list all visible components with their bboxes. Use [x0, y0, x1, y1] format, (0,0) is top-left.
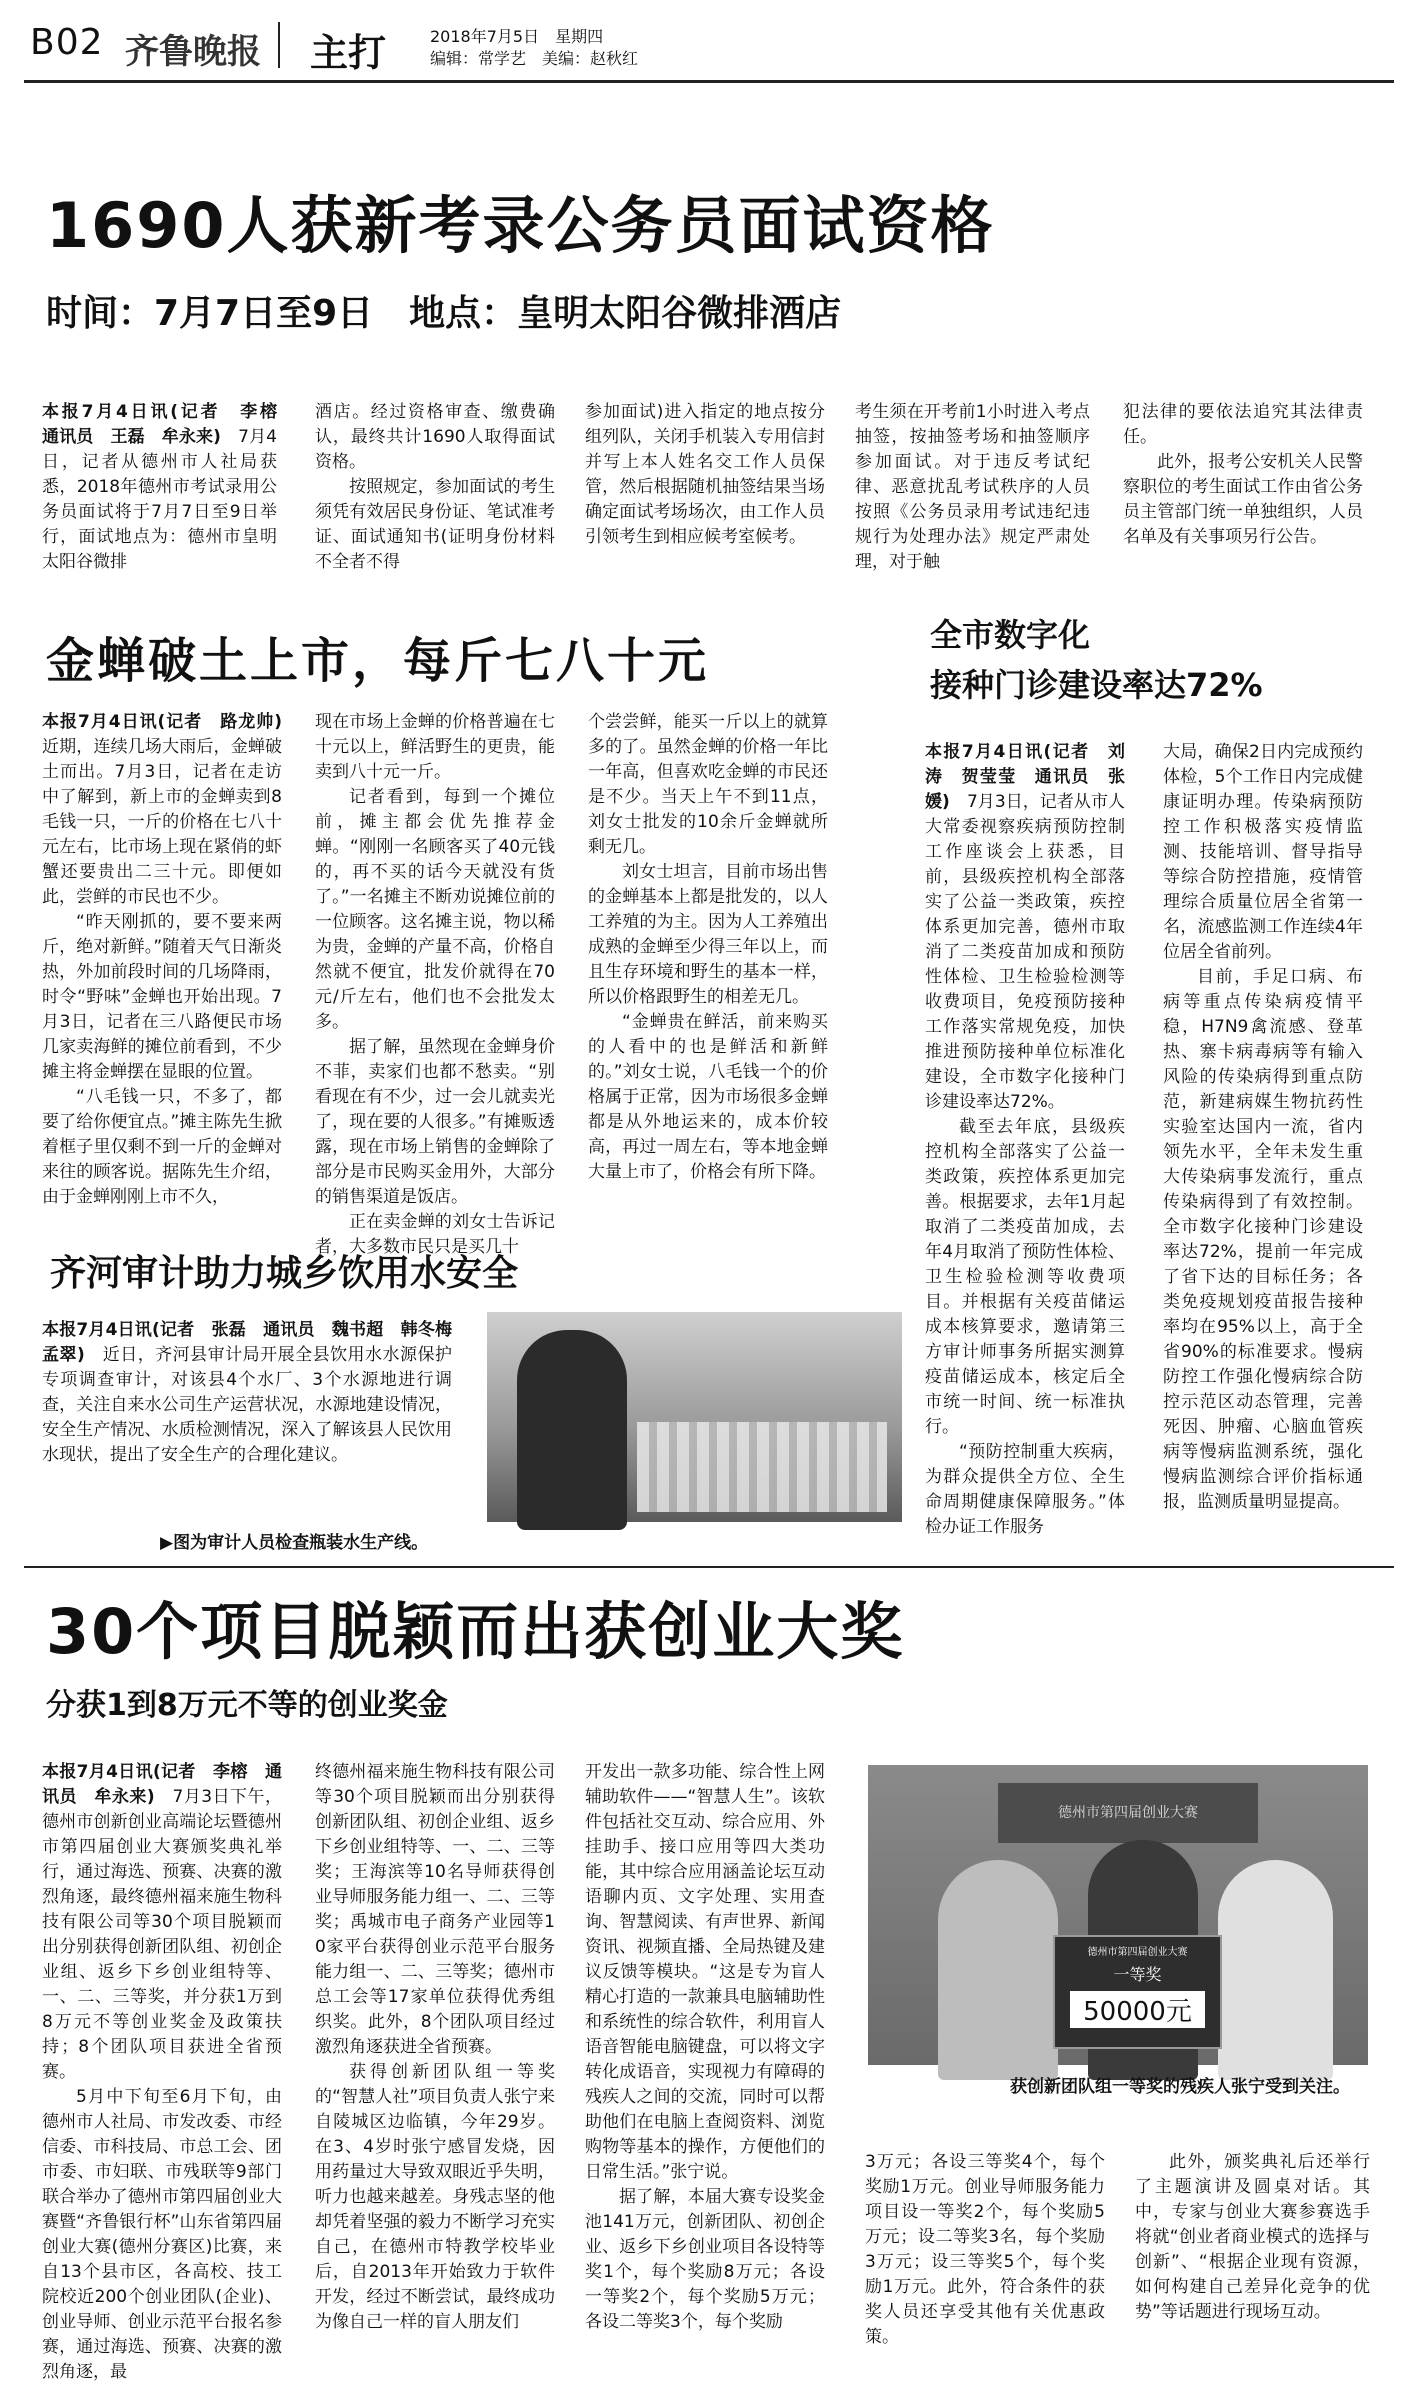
- story5-c2-p2: 获得创新团队组一等奖的“智慧人社”项目负责人张宁来自陵城区边临镇，今年29岁。在3、4岁时张宁感冒发烧，因用药量过大导致双眼近乎失明，听力也越来越差。身残志坚的他却凭着坚强的毅力不断学习充实自己，在德州市特教学校毕业后，自2013年开始致力于软件开发，经过不断尝试，最终成功为像自己一样的盲人朋友们: [315, 2062, 555, 2332]
- story4-photo: [487, 1312, 902, 1522]
- story5-c2-p1: 终德州福来施生物科技有限公司等30个项目脱颖而出分别获得创新团队组、初创企业组、返乡下乡创业组特等、一、二、三等奖；王海滨等10名导师获得创业导师服务能力组一、二、三等奖；禹城市电子商务产业园等10家平台获得创业示范平台服务能力组一、二、三等奖；德州市总工会等17家单位获得优秀组织奖。此外，8个团队项目经过激烈角逐获进全省预赛。: [315, 1762, 555, 2057]
- story3-byline: 本报7月4日讯(记者 刘 涛 贺莹莹 通讯员 张媛): [925, 742, 1142, 812]
- story1-col2-p2: 按照规定，参加面试的考生须凭有效居民身份证、笔试准考证、面试通知书(证明身份材料不全者不得: [315, 477, 555, 572]
- story1-byline: 本报7月4日讯(记者 李榕 通讯员 王磊 牟永来): [42, 402, 294, 447]
- story5-c3-p2: 据了解，本届大赛专设奖金池141万元，创新团队、初创企业、返乡下乡创业项目各设特等奖1个，每个奖励8万元；各设一等奖2个，每个奖励5万元；各设二等奖3个，每个奖励: [585, 2187, 825, 2332]
- story1-col2-p1: 酒店。经过资格审查、缴费确认，最终共计1690人取得面试资格。: [315, 402, 555, 472]
- story1-col3: [585, 400, 825, 605]
- story2-c3-p3: “金蝉贵在鲜活，前来购买的人看中的也是鲜活和新鲜的。”刘女士说，八毛钱一个的价格属于正常，因为市场很多金蝉都是从外地运来的，成本价较高，再过一周左右，等本地金蝉大量上市了，价格会有所下降。: [588, 1012, 828, 1182]
- story2-c2-p2: 记者看到，每到一个摊位前，摊主都会优先推荐金蝉。“刚刚一名顾客买了40元钱的，再不买的话今天就没有货了。”一名摊主不断劝说摊位前的一位顾客。这名摊主说，物以稀为贵，金蝉的产量不高，价格自然就不便宜，批发价就得在70元/斤左右，他们也不会批发太多。: [315, 787, 555, 1032]
- story5-c1-p2: 5月中下旬至6月下旬，由德州市人社局、市发改委、市经信委、市科技局、市总工会、团市委、市妇联、市残联等9部门联合举办了德州市第四届创业大赛暨“齐鲁银行杯”山东省第四届创业大赛(德州分赛区)比赛，来自13个县市区，各高校、技工院校近200个创业团队(企业)、创业导师、创业示范平台报名参赛，通过海选、预赛、决赛的激烈角逐，最: [42, 2087, 282, 2382]
- photo-person-left: [938, 1860, 1058, 2080]
- story2-c1-p1: 近期，连续几场大雨后，金蝉破土而出。7月3日，记者在走访中了解到，新上市的金蝉卖到8毛钱一只，一斤的价格在七八十元左右，比市场上现在紧俏的虾蟹还要贵出二三十元。即便如此，尝鲜的市民也不少。: [42, 737, 282, 907]
- story5-photo: [868, 1765, 1368, 2065]
- story5-col1: [42, 1760, 282, 2380]
- prize-board: [1053, 1935, 1222, 2049]
- story2-c3-p1: 个尝尝鲜，能买一斤以上的就算多的了。虽然金蝉的价格一年比一年高，但喜欢吃金蝉的市民还是不少。当天上午不到11点，刘女士批发的10余斤金蝉就所剩无几。: [588, 712, 828, 857]
- story1-col5: [1123, 400, 1363, 605]
- story3-c2-p2: 目前，手足口病、布病等重点传染病疫情平稳，H7N9禽流感、登革热、寨卡病毒病等有输入风险的传染病得到重点防范，新建病媒生物抗药性实验室达国内一流，省内领先水平，全年未发生重大传染病事发流行，重点传染病得到了有效控制。全市数字化接种门诊建设率达72%，提前一年完成了省下达的目标任务；各类免疫规划疫苗报告接种率均在95%以上，高于全省90%的标准要求。慢病防控工作强化慢病综合防控示范区动态管理，完善死因、肿瘤、心脑血管疾病等慢病监测系统，强化慢病监测综合评价指标通报，监测质量明显提高。: [1163, 967, 1363, 1512]
- story3-headline-line2: 接种门诊建设率达72%: [930, 666, 1263, 704]
- story2-c1-p2: “昨天刚抓的，要不要来两斤，绝对新鲜。”随着天气日渐炎热，外加前段时间的几场降雨，时令“野味”金蝉也开始出现。7月3日，记者在三八路便民市场几家卖海鲜的摊位前看到，不少摊主将金蝉摆在显眼的位置。: [42, 912, 282, 1082]
- story2-c2-p3: 据了解，虽然现在金蝉身价不菲，卖家们也都不愁卖。“别看现在有不少，过一会儿就卖光了，现在要的人很多。”有摊贩透露，现在市场上销售的金蝉除了部分是市民购买金用外，大部分的销售渠道是饭店。: [315, 1037, 555, 1207]
- story1-col4-p1: 考生须在开考前1小时进入考点抽签，按抽签考场和抽签顺序参加面试。对于违反考试纪律、恶意扰乱考试秩序的人员按照《公务员录用考试违纪违规行为处理办法》规定严肃处理，对于触: [855, 402, 1090, 572]
- date-line: 2018年7月5日 星期四: [430, 27, 604, 46]
- story3-c1-p2: 截至去年底，县级疾控机构全部落实了公益一类政策，疾控体系更加完善。根据要求，去年1月起取消了二类疫苗加成，去年4月取消了预防性体检、卫生检验检测等收费项目。并根据有关疫苗储运成本核算要求，邀请第三方审计师事务所据实测算疫苗储运成本，核定后全市统一时间、统一标准执行。: [925, 1117, 1125, 1437]
- story2-headline: 金蝉破土上市，每斤七八十元: [46, 633, 710, 689]
- photo-bottles: [637, 1422, 887, 1512]
- story4-caption: ▶图为审计人员检查瓶装水生产线。: [160, 1533, 429, 1553]
- story1-col1: [42, 400, 294, 605]
- story3-headline-line1: 全市数字化: [930, 616, 1091, 654]
- story4-byline: 本报7月4日讯(记者 张磊 通讯员 魏书超 韩冬梅 孟翠): [42, 1320, 469, 1365]
- photo-person-right: [1218, 1860, 1333, 2080]
- editor-line: 编辑：常学艺 美编：赵秋红: [430, 49, 639, 68]
- photo-worker-figure: [517, 1330, 627, 1530]
- story2-byline: 本报7月4日讯(记者 路龙帅): [42, 712, 282, 732]
- story3-c2-p1: 大局，确保2日内完成预约体检，5个工作日内完成健康证明办理。传染病预防控工作积极落实疫情监测、技能培训、督导指导等综合防控措施，疫情管理综合质量位居全省第一名，流感监测工作连续4年位居全省前列。: [1163, 742, 1363, 962]
- story5-c5-p1: 此外，颁奖典礼后还举行了主题演讲及圆桌对话。其中，专家与创业大赛参赛选手将就“创业者商业模式的选择与创新”、“根据企业现有资源，如何构建自己差异化竞争的优势”等话题进行现场互动。: [1135, 2152, 1370, 2322]
- story4-body-text: 近日，齐河县审计局开展全县饮用水水源保护专项调查审计，对该县4个水厂、3个水源地进行调查，关注自来水公司生产运营状况，水源地建设情况，安全生产情况、水质检测情况，深入了解该县人民饮用水现状，提出了安全生产的合理化建议。: [42, 1345, 453, 1465]
- photo-banner-backdrop: 德州市第四届创业大赛: [998, 1783, 1258, 1843]
- story5-col3: [585, 1760, 825, 2380]
- page-code: B02: [30, 22, 104, 63]
- story2-c2-p1: 现在市场上金蝉的价格普遍在七十元以上，鲜活野生的更贵，能卖到八十元一斤。: [315, 712, 555, 782]
- masthead-divider: [278, 22, 280, 68]
- story4-headline: 齐河审计助力城乡饮用水安全: [50, 1253, 519, 1294]
- paper-logo: 齐鲁晚报: [125, 32, 261, 72]
- story1-col5-p2: 此外，报考公安机关人民警察职位的考生面试工作由省公务员主管部门统一单独组织，人员名单及有关事项另行公告。: [1123, 452, 1363, 547]
- story3-col1: [925, 740, 1142, 1537]
- story1-subhead: 时间：7月7日至9日 地点：皇明太阳谷微排酒店: [46, 293, 842, 334]
- story5-byline: 本报7月4日讯(记者 李榕 通讯员 牟永来): [42, 1762, 282, 1807]
- story5-c1-p1: 7月3日下午，德州市创新创业高端论坛暨德州市第四届创业大赛颁奖典礼举行，通过海选、预赛、决赛的激烈角逐，最终德州福来施生物科技有限公司等30个项目脱颖而出分别获得创新团队组、初创企业组、返乡下乡创业组特等、一、二、三等奖，并分获1万到8万元不等创业奖金及政策扶持；8个团队项目获进全省预赛。: [42, 1787, 282, 2082]
- story5-caption: 获创新团队组一等奖的残疾人张宁受到关注。: [1010, 2077, 1350, 2097]
- story1-headline: 1690人获新考录公务员面试资格: [46, 189, 995, 262]
- story1-col4: [855, 400, 1090, 605]
- prize-board-title: 德州市第四届创业大赛: [1087, 1947, 1188, 1958]
- story1-col3-p1: 参加面试)进入指定的地点按分组列队，关闭手机装入专用信封并写上本人姓名交工作人员保管，然后根据随机抽签结果当场确定面试考场场次，由工作人员引领考生到相应候考室候考。: [585, 402, 825, 547]
- story3-col2: [1163, 740, 1363, 1512]
- story5-col4: [865, 2150, 1105, 2380]
- story2-c3-p2: 刘女士坦言，目前市场出售的金蝉基本上都是批发的，以人工养殖的为主。因为人工养殖出成熟的金蝉至少得三年以上，而且生存环境和野生的基本一样，所以价格跟野生的相差无几。: [588, 862, 828, 1007]
- story3-c1-p1: 7月3日，记者从市人大常委视察疾病预防控制工作座谈会上获悉，目前，县级疾控机构全部落实了公益一类政策，疾控体系更加完善，德州市取消了二类疫苗加成和预防性体检、卫生检验检测等收费项目，免疫预防接种工作落实常规免疫，加快推进预防接种单位标准化建设，全市数字化接种门诊建设率达72%。: [925, 792, 1126, 1112]
- story4-body: [42, 1318, 469, 1498]
- story1-col1-text: 7月4日，记者从德州市人社局获悉，2018年德州市考试录用公务员面试将于7月7日至9日举行，面试地点为：德州市皇明太阳谷微排: [42, 427, 277, 572]
- story5-c3-p1: 开发出一款多功能、综合性上网辅助软件——“智慧人生”。该软件包括社交互动、综合应用、外挂助手、接口应用等四大类功能，其中综合应用涵盖论坛互动语聊内页、文字处理、实用查询、智慧阅读、有声世界、新闻资讯、视频直播、全局热键及建议反馈等模块。“这是专为盲人精心打造的一款兼具电脑辅助性和系统性的综合软件，利用盲人语音智能电脑键盘，可以将文字转化成语音，实现视力有障碍的残疾人之间的交流，同时可以帮助他们在电脑上查阅资料、浏览购物等基本的操作，方便他们的日常生活。”张宁说。: [585, 1762, 825, 2182]
- story5-col5: [1135, 2150, 1370, 2380]
- story5-subhead: 分获1到8万元不等的创业奖金: [46, 1688, 448, 1723]
- story2-c1-p3: “八毛钱一只，不多了，都要了给你便宜点。”摊主陈先生掀着框子里仅剩不到一斤的金蝉对来往的顾客说。据陈先生介绍，由于金蝉刚刚上市不久，: [42, 1087, 282, 1207]
- story5-c4-p1: 3万元；各设三等奖4个，每个奖励1万元。创业导师服务能力项目设一等奖2个，每个奖励5万元；设二等奖3名，每个奖励3万元；设三等奖5个，每个奖励1万元。此外，符合条件的获奖人员还享受其他有关优惠政策。: [865, 2152, 1105, 2347]
- story5-headline: 30个项目脱颖而出获创业大奖: [46, 1595, 905, 1668]
- story3-c1-p3: “预防控制重大疾病，为群众提供全方位、全生命周期健康保障服务。”体检办证工作服务: [925, 1442, 1125, 1537]
- story1-col2: [315, 400, 555, 605]
- story5-col2: [315, 1760, 555, 2380]
- masthead-rule: [24, 80, 1394, 83]
- prize-board-prize: 一等奖: [1113, 1965, 1162, 1984]
- section-rule-bottom: [24, 1566, 1394, 1568]
- story2-c2-p4: 正在卖金蝉的刘女士告诉记者，大多数市民只是买几十: [315, 1212, 555, 1257]
- prize-board-amount: 50000元: [1070, 1991, 1205, 2028]
- story1-col5-p1: 犯法律的要依法追究其法律责任。: [1123, 402, 1363, 447]
- section-title: 主打: [310, 31, 387, 75]
